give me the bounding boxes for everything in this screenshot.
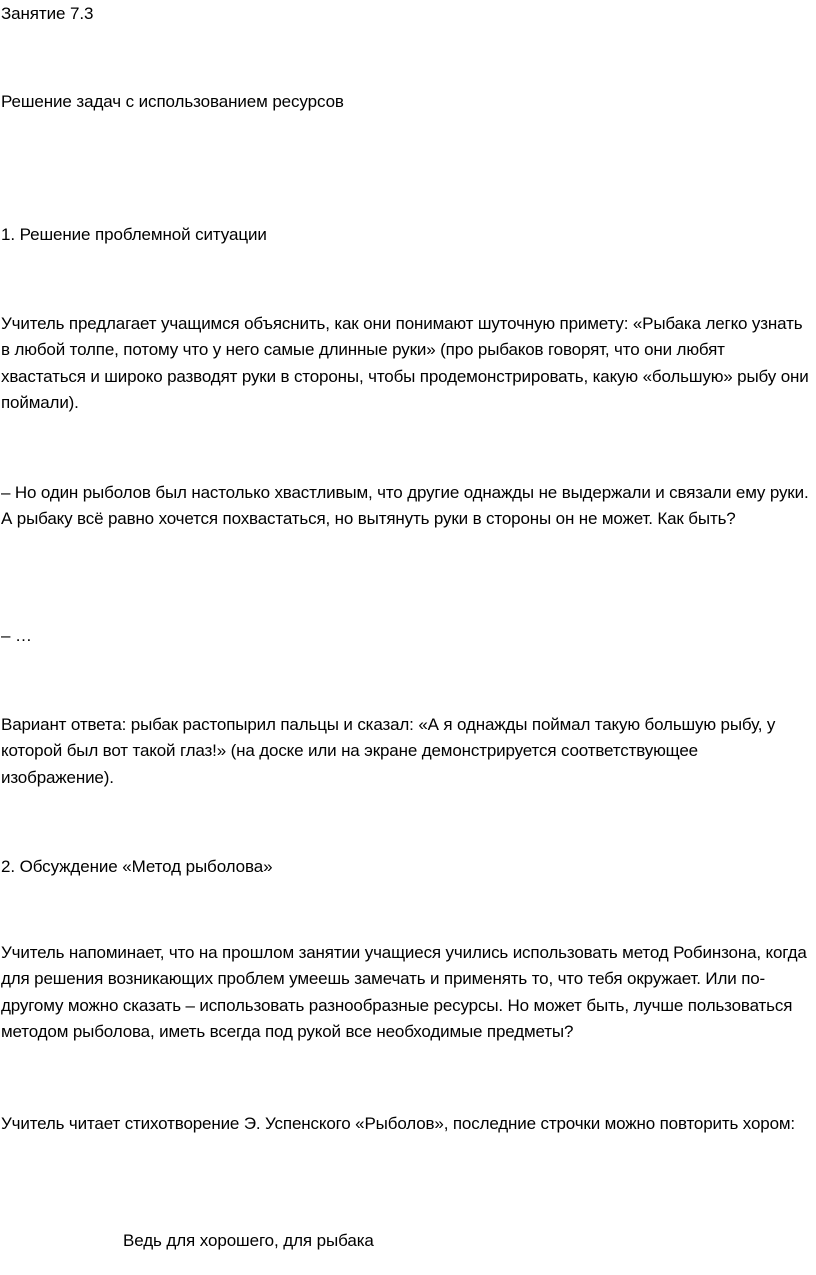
paragraph-problem-question: – Но один рыболов был настолько хвастливым, что другие однажды не выдержали и связали ему руки. А рыбаку всё равно хочется похвастаться, но вытянуть руки в стороны он не может. Как быть?: [1, 483, 809, 529]
paragraph-ellipsis-reply: – …: [1, 626, 32, 645]
paragraph-poem-intro: Учитель читает стихотворение Э. Успенского «Рыболов», последние строчки можно повторить хором:: [1, 1114, 795, 1133]
paragraph-answer-variant: Вариант ответа: рыбак растопырил пальцы и сказал: «А я однажды поймал такую большую рыбу, у которой был вот такой глаз!» (на доске или на экране демонстрируется соответствующее изображение).: [1, 715, 776, 787]
topic-heading: Решение задач с использованием ресурсов: [1, 92, 344, 111]
paragraph-problem-intro: Учитель предлагает учащимся объяснить, как они понимают шуточную примету: «Рыбака легко узнать в любой толпе, потому что у него самые длинные руки» (про рыбаков говорят, что они любят хвастаться и широко разводят руки в стороны, чтобы продемонстрировать, какую «большую» рыбу они поймали).: [1, 314, 809, 412]
lesson-title: Занятие 7.3: [1, 4, 94, 23]
section-2-heading: 2. Обсуждение «Метод рыболова»: [1, 857, 273, 876]
section-1-heading: 1. Решение проблемной ситуации: [1, 225, 267, 244]
poem-line: Ведь для хорошего, для рыбака: [123, 1231, 374, 1250]
paragraph-robinson-method: Учитель напоминает, что на прошлом занятии учащиеся учились использовать метод Робинзона, когда для решения возникающих проблем умеешь замечать и применять то, что тебя окружает. Или по-другому можно сказать – использовать разнообразные ресурсы. Но может быть, лучше пользоваться методом рыболова, иметь всегда под рукой все необходимые предметы?: [1, 943, 807, 1041]
